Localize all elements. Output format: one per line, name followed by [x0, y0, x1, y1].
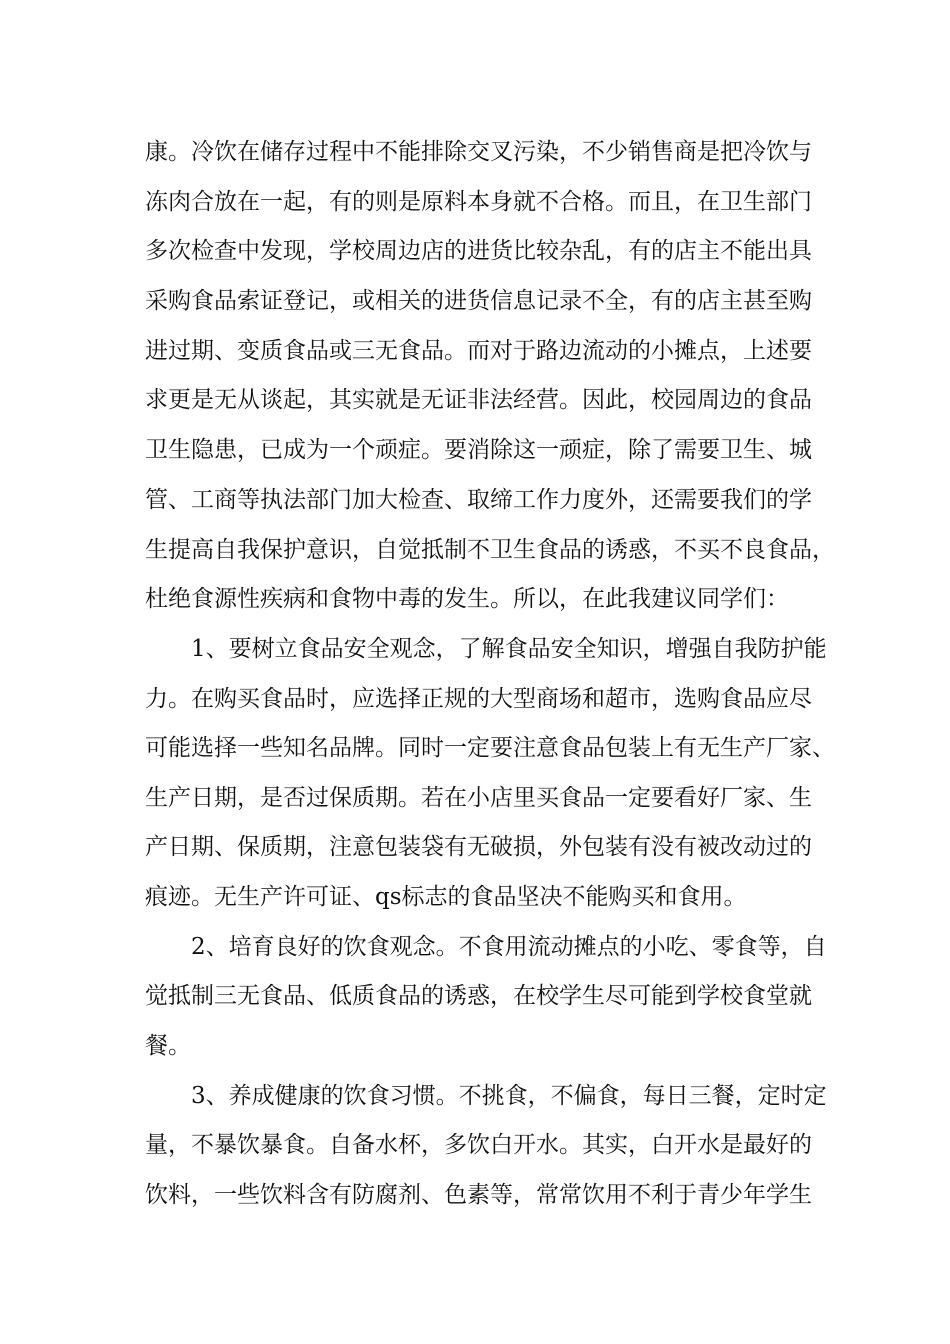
text-line: 卫生隐患，已成为一个顽症。要消除这一顽症，除了需要卫生、城: [145, 437, 812, 463]
text-line: 力。在购买食品时，应选择正规的大型商场和超市，选购食品应尽: [145, 686, 812, 712]
text-line: 餐。: [145, 1033, 191, 1059]
text-line: 生产日期，是否过保质期。若在小店里买食品一定要看好厂家、生: [145, 785, 812, 811]
text-line: 康。冷饮在储存过程中不能排除交叉污染，不少销售商是把冷饮与: [145, 139, 812, 165]
list-item-3-text: 3、养成健康的饮食习惯。不挑食，不偏食，每日三餐，定时定: [191, 1083, 827, 1109]
list-item-1-text: 1、要树立食品安全观念，了解食品安全知识，增强自我防护能: [191, 636, 827, 662]
text-line: 杜绝食源性疾病和食物中毒的发生。所以，在此我建议同学们：: [145, 586, 789, 612]
text-line: 饮料，一些饮料含有防腐剂、色素等，常常饮用不利于青少年学生: [145, 1182, 812, 1208]
text-line: 采购食品索证登记，或相关的进货信息记录不全，有的店主甚至购: [145, 288, 812, 314]
text-line: 多次检查中发现，学校周边店的进货比较杂乱，有的店主不能出具: [145, 238, 812, 264]
text-line: 管、工商等执法部门加大检查、取缔工作力度外，还需要我们的学: [145, 487, 812, 513]
text-line: 产日期、保质期，注意包装袋有无破损，外包装有没有被改动过的: [145, 834, 812, 860]
list-item-2-text: 2、培育良好的饮食观念。不食用流动摊点的小吃、零食等，自: [191, 934, 827, 960]
text-line: 求更是无从谈起，其实就是无证非法经营。因此，校园周边的食品: [145, 387, 812, 413]
text-line: 冻肉合放在一起，有的则是原料本身就不合格。而且，在卫生部门: [145, 189, 812, 215]
text-line: 可能选择一些知名品牌。同时一定要注意食品包装上有无生产厂家、: [145, 735, 835, 761]
text-line: 觉抵制三无食品、低质食品的诱惑，在校学生尽可能到学校食堂就: [145, 983, 812, 1009]
text-line: 生提高自我保护意识，自觉抵制不卫生食品的诱惑，不买不良食品，: [145, 537, 835, 563]
text-line: 痕迹。无生产许可证、qs标志的食品坚决不能购买和食用。: [145, 884, 747, 910]
text-line: 量，不暴饮暴食。自备水杯，多饮白开水。其实，白开水是最好的: [145, 1132, 812, 1158]
text-line: 进过期、变质食品或三无食品。而对于路边流动的小摊点，上述要: [145, 338, 812, 364]
